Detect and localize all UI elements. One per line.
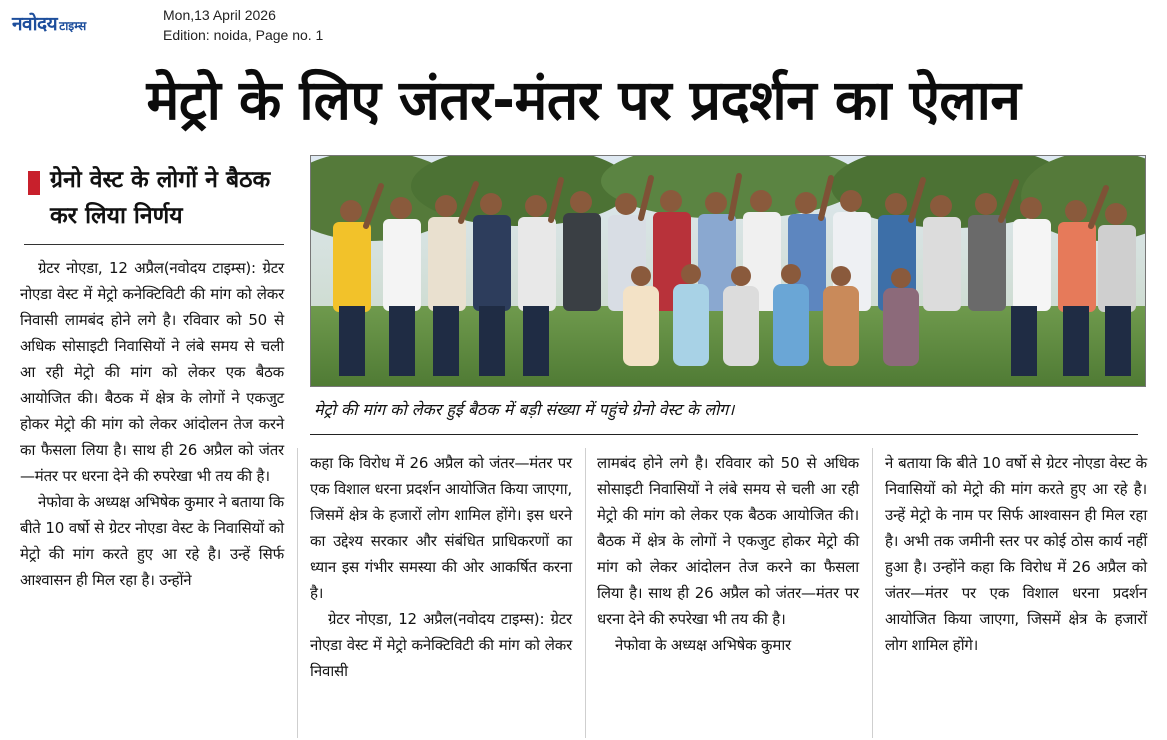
column-1-paragraph-1: ग्रेटर नोएडा, 12 अप्रैल(नवोदय टाइम्स): ग्रेटर नोएडा वेस्ट में मेट्रो कनेक्टिविटी की मांग को लेकर निवासी लामबंद होने लगे है। रविवार को 50 से अधिक सोसाइटी निवासियों ने लंबे समय से चली आ रही मेट्रो की मांग को लेकर एक बैठक आयोजित की। बैठक में क्षेत्र के लोगों ने एकजुट होकर मेट्रो की मांग को लेकर आंदोलन तेज करने का फैसला लिया है। साथ ही 26 अप्रैल को जंतर—मंतर पर धरना देने की रुपरेखा भी तय की है। [20, 259, 284, 485]
edition-meta [163, 5, 323, 45]
newspaper-logo[interactable] [12, 10, 86, 34]
photo-caption: मेट्रो की मांग को लेकर हुई बैठक में बड़ी संख्या में पहुंचे ग्रेनो वेस्ट के लोग। [314, 400, 735, 419]
group-photo-illustration [311, 156, 1146, 387]
edition-line: Edition: noida, Page no. 1 [163, 27, 324, 43]
column-4-paragraph-1: ने बताया कि बीते 10 वर्षो से ग्रेटर नोएडा वेस्ट के निवासियों को मेट्रो की मांग करते हुए आ रहे है। उन्हें मेट्रो के नाम पर सिर्फ आश्वासन ही मिल रहा है। अभी तक जमीनी स्तर पर कोई ठोस कार्य नहीं हुआ है। उन्होंने कहा कि विरोध में 26 अप्रैल को जंतर—मंतर पर एक विशाल धरना प्रदर्शन आयोजित किया जाएगा, जिसमें क्षेत्र के हजारों लोग शामिल होंगे। [885, 454, 1147, 654]
article-column-3 [597, 450, 859, 658]
column-divider-3 [872, 448, 873, 738]
column-3-paragraph-1: लामबंद होने लगे है। रविवार को 50 से अधिक सोसाइटी निवासियों ने लंबे समय से चली आ रही मेट्रो की मांग को लेकर एक बैठक आयोजित की। बैठक में क्षेत्र के लोगों ने एकजुट होकर मेट्रो की मांग को लेकर आंदोलन तेज करने का फैसला लिया है। साथ ही 26 अप्रैल को जंतर—मंतर पर धरना देने की रुपरेखा भी तय की है। [597, 454, 859, 628]
red-square-bullet-icon [28, 171, 40, 195]
article-photo[interactable] [310, 155, 1146, 387]
logo-main-text: नवोदय [12, 13, 58, 35]
column-2-paragraph-1: कहा कि विरोध में 26 अप्रैल को जंतर—मंतर पर एक विशाल धरना प्रदर्शन आयोजित किया जाएगा, जिसमें क्षेत्र के हजारों लोग शामिल होंगे। इस धरने का उद्देश्य सरकार और संबंधित प्राधिकरणों का ध्यान इस गंभीर समस्या की ओर आकर्षित करना है। [310, 454, 572, 602]
article-column-1 [20, 255, 284, 593]
column-divider-1 [297, 448, 298, 738]
column-1-paragraph-2: नेफोवा के अध्यक्ष अभिषेक कुमार ने बताया कि बीते 10 वर्षो से ग्रेटर नोएडा वेस्ट के निवासियों को मेट्रो की मांग करते हुए आ रहे है। उन्हें सिर्फ आश्वासन ही मिल रहा है। उन्होंने [20, 493, 284, 589]
column-2-paragraph-2: ग्रेटर नोएडा, 12 अप्रैल(नवोदय टाइम्स): ग्रेटर नोएडा वेस्ट में मेट्रो कनेक्टिविटी की मांग को लेकर निवासी [310, 610, 572, 680]
logo-sub-text: टाइम्स [59, 19, 87, 33]
subheadline-text: ग्रेनो वेस्ट के लोगों ने बैठक कर लिया निर्णय [50, 167, 271, 229]
column-3-paragraph-2: नेफोवा के अध्यक्ष अभिषेक कुमार [615, 636, 791, 654]
caption-divider [310, 434, 1138, 435]
epaper-header [0, 0, 1167, 48]
date-line: Mon,13 April 2026 [163, 7, 276, 23]
article-headline: मेट्रो के लिए जंतर-मंतर पर प्रदर्शन का ऐलान [146, 68, 1021, 132]
subheadline-divider [24, 244, 284, 245]
newspaper-page [0, 48, 1167, 740]
column-divider-2 [585, 448, 586, 738]
article-column-2 [310, 450, 572, 684]
article-column-4 [885, 450, 1147, 658]
